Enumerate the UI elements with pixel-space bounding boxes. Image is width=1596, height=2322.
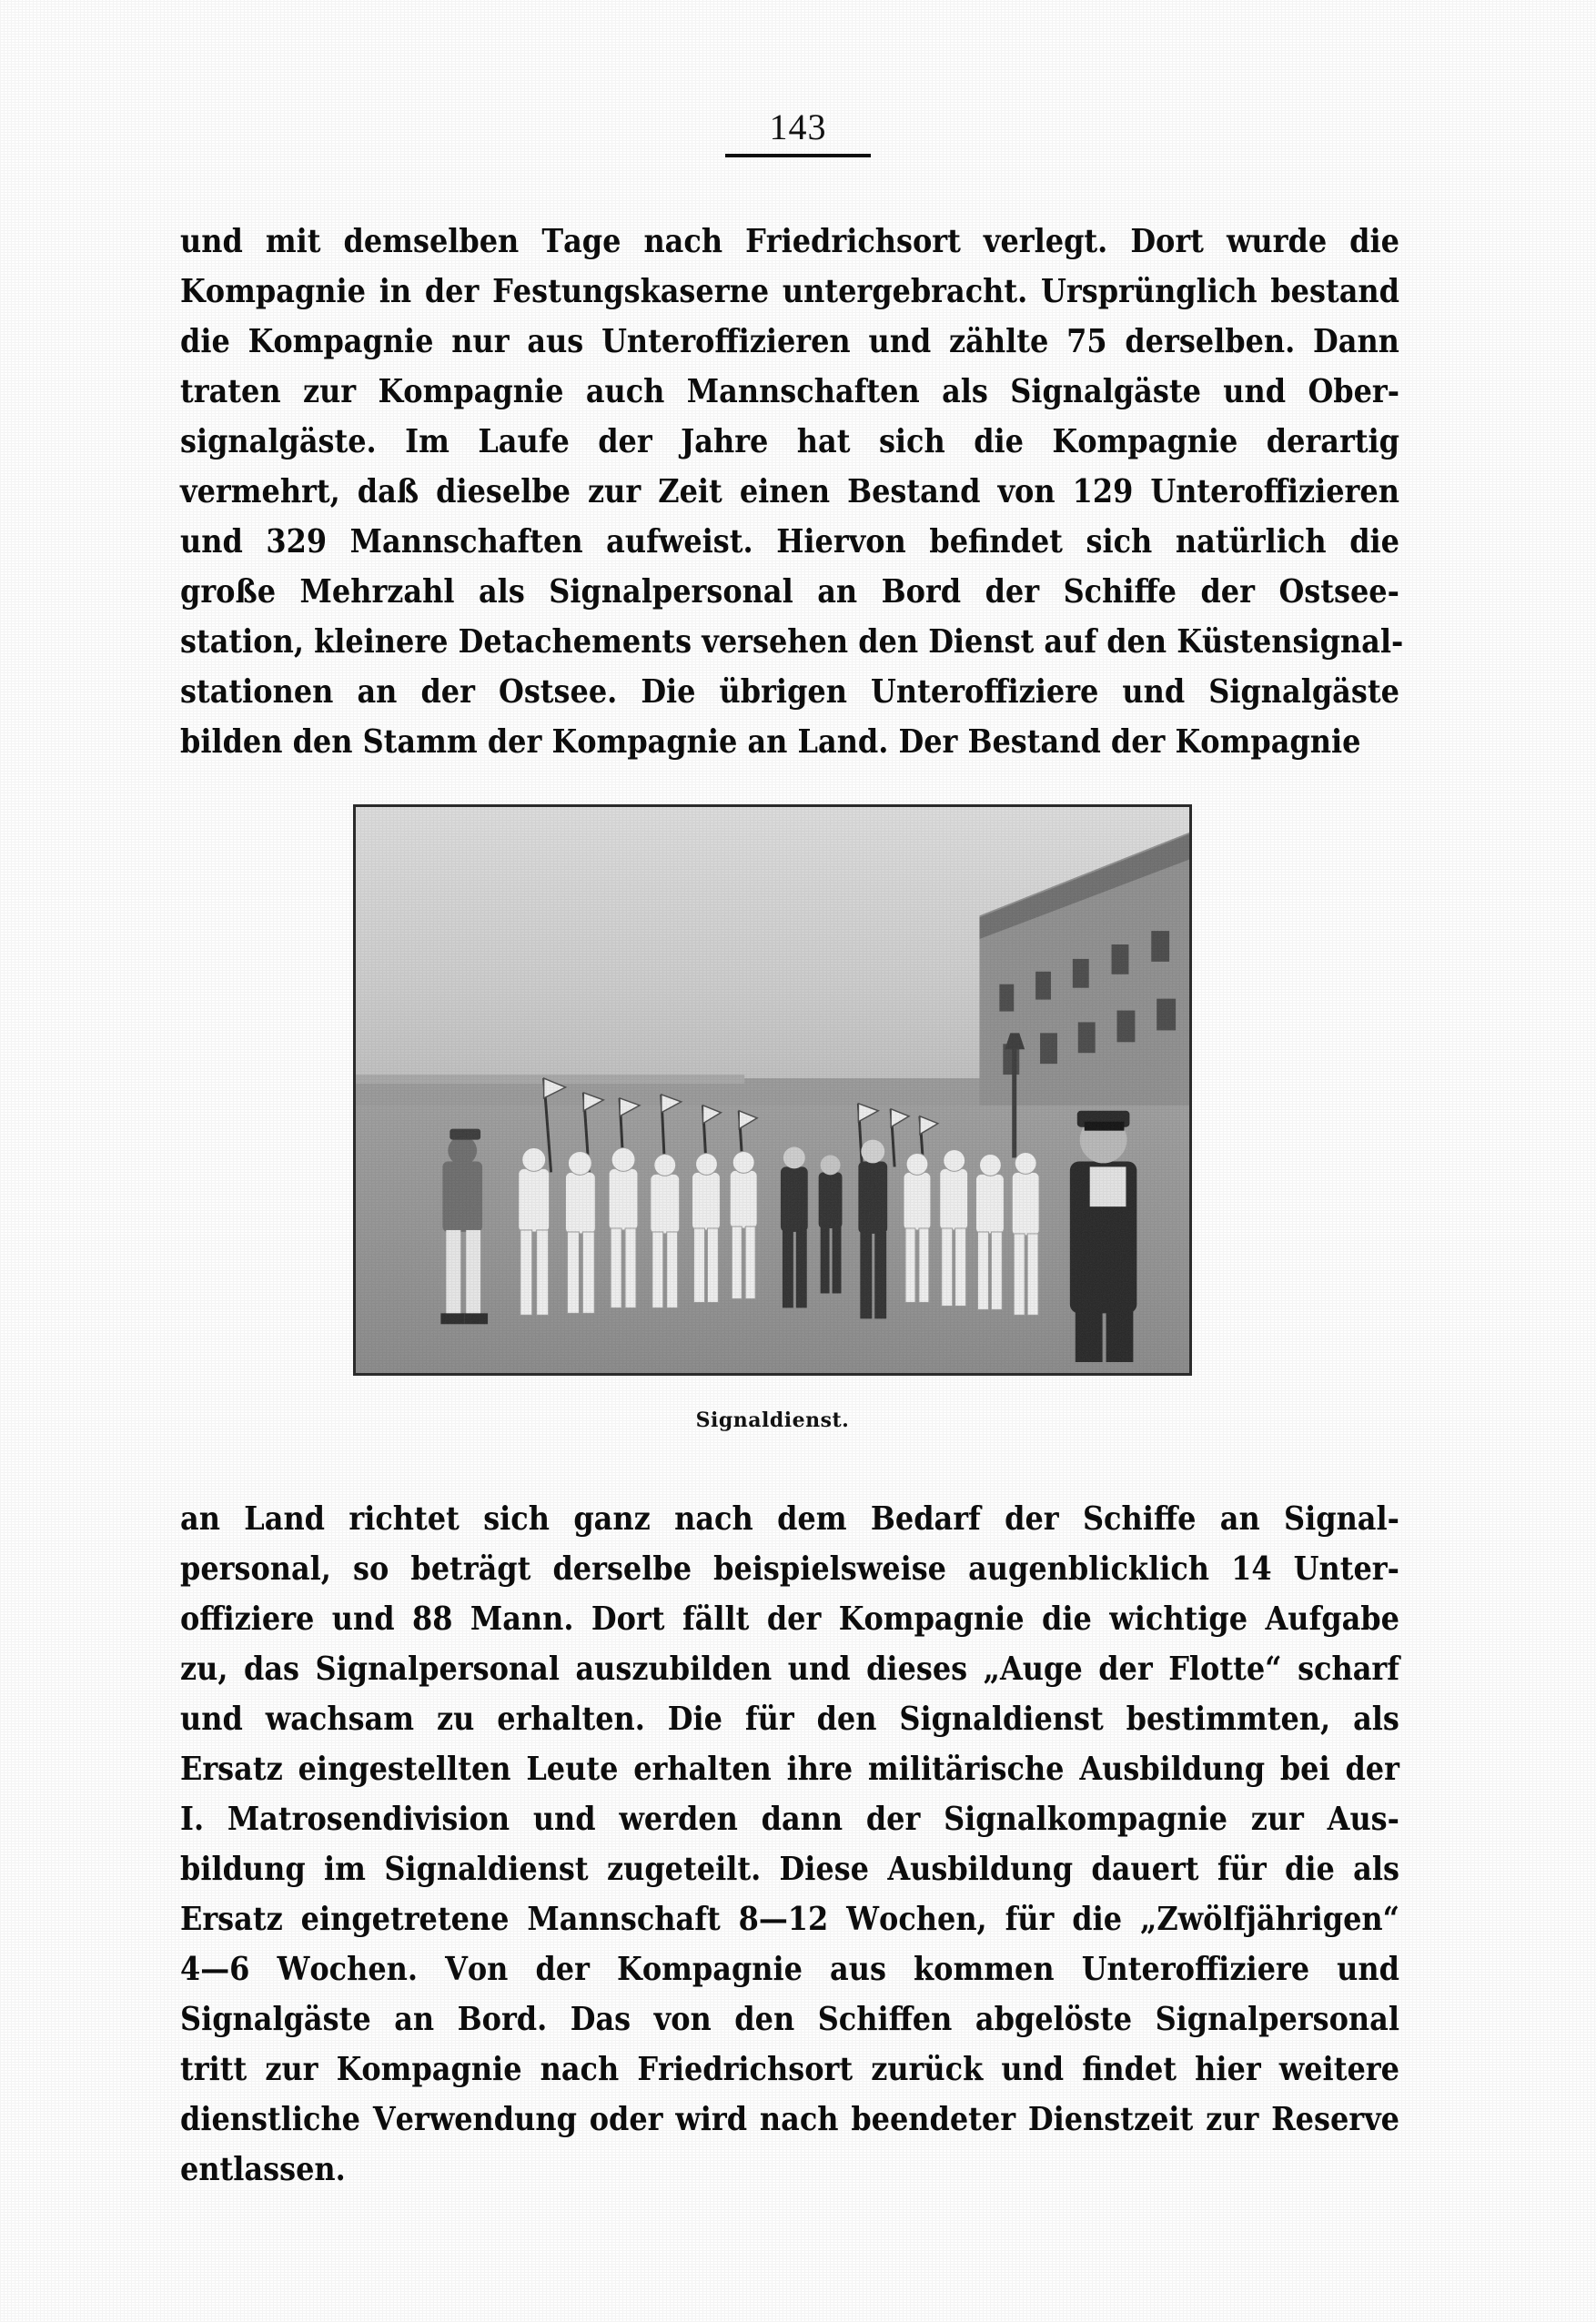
word: an xyxy=(817,573,858,611)
word: die xyxy=(1349,523,1399,560)
text-line xyxy=(180,1644,1399,1694)
word: Verwendung xyxy=(372,2101,577,2138)
word: Mannschaften xyxy=(686,373,920,410)
word: als xyxy=(1353,1851,1399,1888)
text-line xyxy=(180,467,1399,517)
word: der xyxy=(535,1951,590,1988)
word: und xyxy=(1122,673,1186,711)
paragraph-bottom xyxy=(180,1494,1399,2195)
word: Signalpersonal xyxy=(549,573,793,611)
word: Ostsee. xyxy=(499,673,618,711)
word: eingestellten xyxy=(298,1751,511,1788)
word: Land. xyxy=(797,723,889,761)
word: den xyxy=(734,2001,795,2038)
word: und xyxy=(331,1600,395,1638)
word: Ausbildung xyxy=(887,1851,1074,1888)
word: und xyxy=(1223,373,1287,410)
word: Signalgäste xyxy=(180,2001,371,2038)
word: Hiervon xyxy=(776,523,906,560)
word: der xyxy=(865,1801,921,1838)
word: fällt xyxy=(682,1600,750,1638)
word: zur xyxy=(1250,1801,1304,1838)
header-rule xyxy=(725,154,871,157)
word: Laufe xyxy=(478,423,570,460)
word: beträgt xyxy=(410,1550,531,1588)
word: Leute xyxy=(526,1751,619,1788)
text-line xyxy=(180,1894,1399,1944)
word: Signalgäste xyxy=(1010,373,1201,410)
word: 88 xyxy=(412,1600,453,1638)
word: Stamm xyxy=(362,723,478,761)
word: station, xyxy=(180,623,304,661)
word: sich xyxy=(1086,523,1153,560)
word: den xyxy=(292,723,353,761)
text-line xyxy=(180,1844,1399,1894)
word: Signalgäste xyxy=(1208,673,1399,711)
paragraph-top xyxy=(180,217,1404,767)
word: an xyxy=(394,2001,435,2038)
word: als xyxy=(942,373,988,410)
text-line xyxy=(180,1544,1399,1594)
word: von xyxy=(653,2001,712,2038)
word: Die xyxy=(641,673,696,711)
text-line xyxy=(180,417,1399,467)
word: zugeteilt. xyxy=(607,1851,762,1888)
word: auch xyxy=(585,373,665,410)
word: für xyxy=(744,1701,794,1738)
word: befindet xyxy=(929,523,1063,560)
word: an xyxy=(180,1500,220,1538)
page-number: 143 xyxy=(769,106,827,147)
word: Jahre xyxy=(681,423,769,460)
text-line xyxy=(180,567,1399,617)
word: und xyxy=(180,223,243,260)
word: den xyxy=(1106,623,1167,661)
word: Wochen, xyxy=(846,1901,987,1938)
word: erhalten xyxy=(633,1751,772,1788)
word: dienstliche xyxy=(180,2101,360,2138)
word: dieses xyxy=(866,1651,968,1688)
word: wird xyxy=(675,2101,748,2138)
text-line xyxy=(180,1494,1399,1544)
word: 14 xyxy=(1231,1550,1272,1588)
word: derselben. xyxy=(1125,323,1296,360)
word: personal, xyxy=(180,1550,331,1588)
word: und xyxy=(532,1801,596,1838)
word: und xyxy=(1001,2051,1065,2088)
word: vermehrt, xyxy=(180,473,340,510)
word: Ostsee- xyxy=(1278,573,1399,611)
text-line xyxy=(180,217,1399,267)
word: so xyxy=(353,1550,389,1588)
text-line xyxy=(180,1694,1399,1744)
word: sich xyxy=(878,423,945,460)
word: Detachements xyxy=(458,623,692,661)
word: dem xyxy=(777,1500,847,1538)
word: an xyxy=(357,673,398,711)
word: Festungskaserne xyxy=(492,273,770,310)
word: natürlich xyxy=(1175,523,1327,560)
word: bildung xyxy=(180,1851,306,1888)
word: militärische xyxy=(867,1751,1065,1788)
word: die xyxy=(1349,223,1399,260)
text-line xyxy=(180,1994,1399,2044)
word: einen xyxy=(739,473,831,510)
word: Land xyxy=(244,1500,326,1538)
text-line xyxy=(180,1794,1399,1844)
word: Friedrichsort xyxy=(637,2051,854,2088)
word: das xyxy=(244,1651,300,1688)
word: Kompagnie xyxy=(1052,423,1238,460)
figure-signaldienst xyxy=(353,804,1192,1432)
word: Die xyxy=(667,1701,722,1738)
word: hat xyxy=(796,423,851,460)
word: an xyxy=(1219,1500,1260,1538)
word: oder xyxy=(589,2101,663,2138)
word: für xyxy=(1217,1851,1267,1888)
word: signalgäste. xyxy=(180,423,377,460)
word: und xyxy=(180,1701,243,1738)
word: abgelöste xyxy=(975,2001,1133,2038)
word: Unteroffiziere xyxy=(1081,1951,1310,1988)
word: den xyxy=(858,623,919,661)
word: Ersatz xyxy=(180,1751,283,1788)
word: kleinere xyxy=(314,623,449,661)
word: bilden xyxy=(180,723,283,761)
word: Kompagnie xyxy=(838,1600,1025,1638)
word: 8—12 xyxy=(738,1901,829,1938)
word: Dienst xyxy=(928,623,1035,661)
word: richtet xyxy=(348,1500,460,1538)
text-line xyxy=(180,2145,1399,2195)
word: Signal- xyxy=(1284,1500,1399,1538)
word: die xyxy=(1042,1600,1092,1638)
word: Diese xyxy=(779,1851,869,1888)
text-line xyxy=(180,617,1404,667)
word: Wochen. xyxy=(277,1951,418,1988)
word: nach xyxy=(540,2051,620,2088)
word: derartig xyxy=(1266,423,1399,460)
text-line xyxy=(180,1744,1399,1794)
word: große xyxy=(180,573,277,611)
word: Signaldienst xyxy=(899,1701,1104,1738)
text-line xyxy=(180,367,1399,417)
word: daß xyxy=(357,473,419,510)
word: Bedarf xyxy=(870,1500,981,1538)
word: demselben xyxy=(343,223,520,260)
word: hier xyxy=(1195,2051,1261,2088)
word: kommen xyxy=(914,1951,1055,1988)
page-header xyxy=(0,106,1596,157)
word: I. xyxy=(180,1801,205,1838)
word: Kompagnie xyxy=(247,323,434,360)
word: Das xyxy=(570,2001,631,2038)
word: 329 xyxy=(266,523,328,560)
word: untergebracht. xyxy=(782,273,1028,310)
word: Signaldienst xyxy=(384,1851,589,1888)
word: mit xyxy=(265,223,321,260)
word: wurde xyxy=(1226,223,1328,260)
word: der xyxy=(487,723,542,761)
word: zur xyxy=(302,373,357,410)
word: werden xyxy=(619,1801,738,1838)
word: Unteroffiziere xyxy=(871,673,1099,711)
word: in xyxy=(379,273,412,310)
word: Mannschaften xyxy=(349,523,583,560)
word: Aufgabe xyxy=(1265,1600,1399,1638)
word: Signalkompagnie xyxy=(944,1801,1227,1838)
word: auf xyxy=(1044,623,1097,661)
word: Mann. xyxy=(470,1600,574,1638)
word: Kompagnie xyxy=(336,2051,522,2088)
word: Friedrichsort xyxy=(745,223,961,260)
word: nach xyxy=(674,1500,753,1538)
word: und xyxy=(868,323,932,360)
word: 4—6 xyxy=(180,1951,250,1988)
word: der xyxy=(424,273,480,310)
word: Ersatz xyxy=(180,1901,283,1938)
word: nur xyxy=(451,323,510,360)
word: Dienstzeit xyxy=(1027,2101,1194,2138)
word: erhalten. xyxy=(497,1701,645,1738)
word: wachsam xyxy=(265,1701,415,1738)
word: Unteroffizieren xyxy=(601,323,851,360)
word: der xyxy=(420,673,475,711)
word: Von xyxy=(445,1951,509,1988)
text-line xyxy=(180,2044,1399,2095)
word: der xyxy=(985,573,1040,611)
word: beispielsweise xyxy=(713,1550,946,1588)
word: von xyxy=(997,473,1056,510)
word: entlassen. xyxy=(180,2151,346,2188)
word: Kompagnie xyxy=(617,1951,803,1988)
word: die xyxy=(974,423,1024,460)
word: Ober- xyxy=(1308,373,1399,410)
word: traten xyxy=(180,373,281,410)
word: dauert xyxy=(1091,1851,1199,1888)
word: Mehrzahl xyxy=(299,573,455,611)
word: eingetretene xyxy=(300,1901,510,1938)
word: Der xyxy=(898,723,958,761)
word: der xyxy=(1200,573,1255,611)
text-line xyxy=(180,517,1399,567)
word: an xyxy=(747,723,788,761)
text-line xyxy=(180,717,1399,767)
word: und xyxy=(180,523,243,560)
word: Bestand xyxy=(967,723,1101,761)
word: die xyxy=(1072,1901,1123,1938)
word: auszubilden xyxy=(575,1651,773,1688)
word: Zeit xyxy=(658,473,722,510)
word: Schiffe xyxy=(1063,573,1177,611)
word: der xyxy=(1345,1751,1399,1788)
word: der xyxy=(766,1600,822,1638)
word: Dort xyxy=(1130,223,1204,260)
word: Tage xyxy=(541,223,621,260)
word: Unter- xyxy=(1293,1550,1399,1588)
word: zurück xyxy=(871,2051,984,2088)
word: Unteroffizieren xyxy=(1150,473,1399,510)
word: nach xyxy=(759,2101,839,2138)
word: im xyxy=(324,1851,366,1888)
word: zur xyxy=(588,473,641,510)
word: Bord. xyxy=(457,2001,548,2038)
text-line xyxy=(180,1594,1399,1644)
word: zählte xyxy=(949,323,1049,360)
word: derselbe xyxy=(552,1550,692,1588)
word: ihre xyxy=(786,1751,854,1788)
word: den xyxy=(816,1701,877,1738)
word: „Auge xyxy=(983,1651,1083,1688)
word: Flotte“ xyxy=(1168,1651,1282,1688)
photo-frame xyxy=(353,804,1192,1376)
word: aufweist. xyxy=(606,523,753,560)
word: offiziere xyxy=(180,1600,315,1638)
word: der xyxy=(1098,1651,1153,1688)
word: für xyxy=(1005,1901,1055,1938)
word: bestand xyxy=(1270,273,1399,310)
word: Matrosendivision xyxy=(227,1801,510,1838)
word: augenblicklich xyxy=(968,1550,1210,1588)
word: 129 xyxy=(1072,473,1134,510)
word: beendeter xyxy=(851,2101,1016,2138)
word: Dort xyxy=(591,1600,665,1638)
word: scharf xyxy=(1298,1651,1399,1688)
word: Reserve xyxy=(1271,2101,1399,2138)
text-line xyxy=(180,267,1399,317)
word: Signalpersonal xyxy=(1155,2001,1399,2038)
word: bei xyxy=(1279,1751,1330,1788)
word: Bestand xyxy=(847,473,981,510)
word: dieselbe xyxy=(436,473,571,510)
word: der xyxy=(1005,1500,1059,1538)
word: Dann xyxy=(1313,323,1399,360)
word: nach xyxy=(643,223,723,260)
word: zur xyxy=(1206,2101,1259,2138)
word: und xyxy=(1337,1951,1399,1988)
word: Ausbildung xyxy=(1079,1751,1266,1788)
word: wichtige xyxy=(1109,1600,1248,1638)
text-line xyxy=(180,2095,1399,2145)
word: zur xyxy=(265,2051,318,2088)
word: findet xyxy=(1082,2051,1177,2088)
word: Signalpersonal xyxy=(315,1651,560,1688)
figure-caption: Signaldienst. xyxy=(695,1408,850,1432)
word: dann xyxy=(761,1801,843,1838)
word: Ursprünglich xyxy=(1041,273,1258,310)
word: die xyxy=(1285,1851,1335,1888)
word: der xyxy=(598,423,652,460)
word: bestimmten, xyxy=(1126,1701,1331,1738)
word: „Zwölfjährigen“ xyxy=(1139,1901,1399,1938)
word: Bord xyxy=(881,573,962,611)
word: Im xyxy=(405,423,450,460)
word: ganz xyxy=(573,1500,651,1538)
word: zu xyxy=(436,1701,475,1738)
word: übrigen xyxy=(719,673,847,711)
word: als xyxy=(1353,1701,1399,1738)
text-line xyxy=(180,1944,1399,1994)
word: Kompagnie xyxy=(1175,723,1361,761)
word: aus xyxy=(830,1951,886,1988)
word: die xyxy=(180,323,230,360)
word: weitere xyxy=(1278,2051,1399,2088)
word: sich xyxy=(483,1500,550,1538)
word: stationen xyxy=(180,673,334,711)
word: Kompagnie xyxy=(551,723,738,761)
word: Schiffen xyxy=(817,2001,953,2038)
word: versehen xyxy=(702,623,849,661)
word: Schiffe xyxy=(1082,1500,1197,1538)
word: Kompagnie xyxy=(378,373,564,410)
word: Aus- xyxy=(1327,1801,1399,1838)
text-line xyxy=(180,667,1399,717)
word: und xyxy=(787,1651,851,1688)
word: verlegt. xyxy=(983,223,1108,260)
word: 75 xyxy=(1066,323,1107,360)
word: als xyxy=(478,573,525,611)
word: zu, xyxy=(180,1651,228,1688)
photo-signal-drill xyxy=(356,807,1189,1375)
word: der xyxy=(1110,723,1166,761)
word: Kompagnie xyxy=(180,273,366,310)
text-line xyxy=(180,317,1399,367)
word: Küstensignal- xyxy=(1177,623,1404,661)
word: Mannschaft xyxy=(527,1901,721,1938)
word: aus xyxy=(527,323,584,360)
word: tritt xyxy=(180,2051,247,2088)
